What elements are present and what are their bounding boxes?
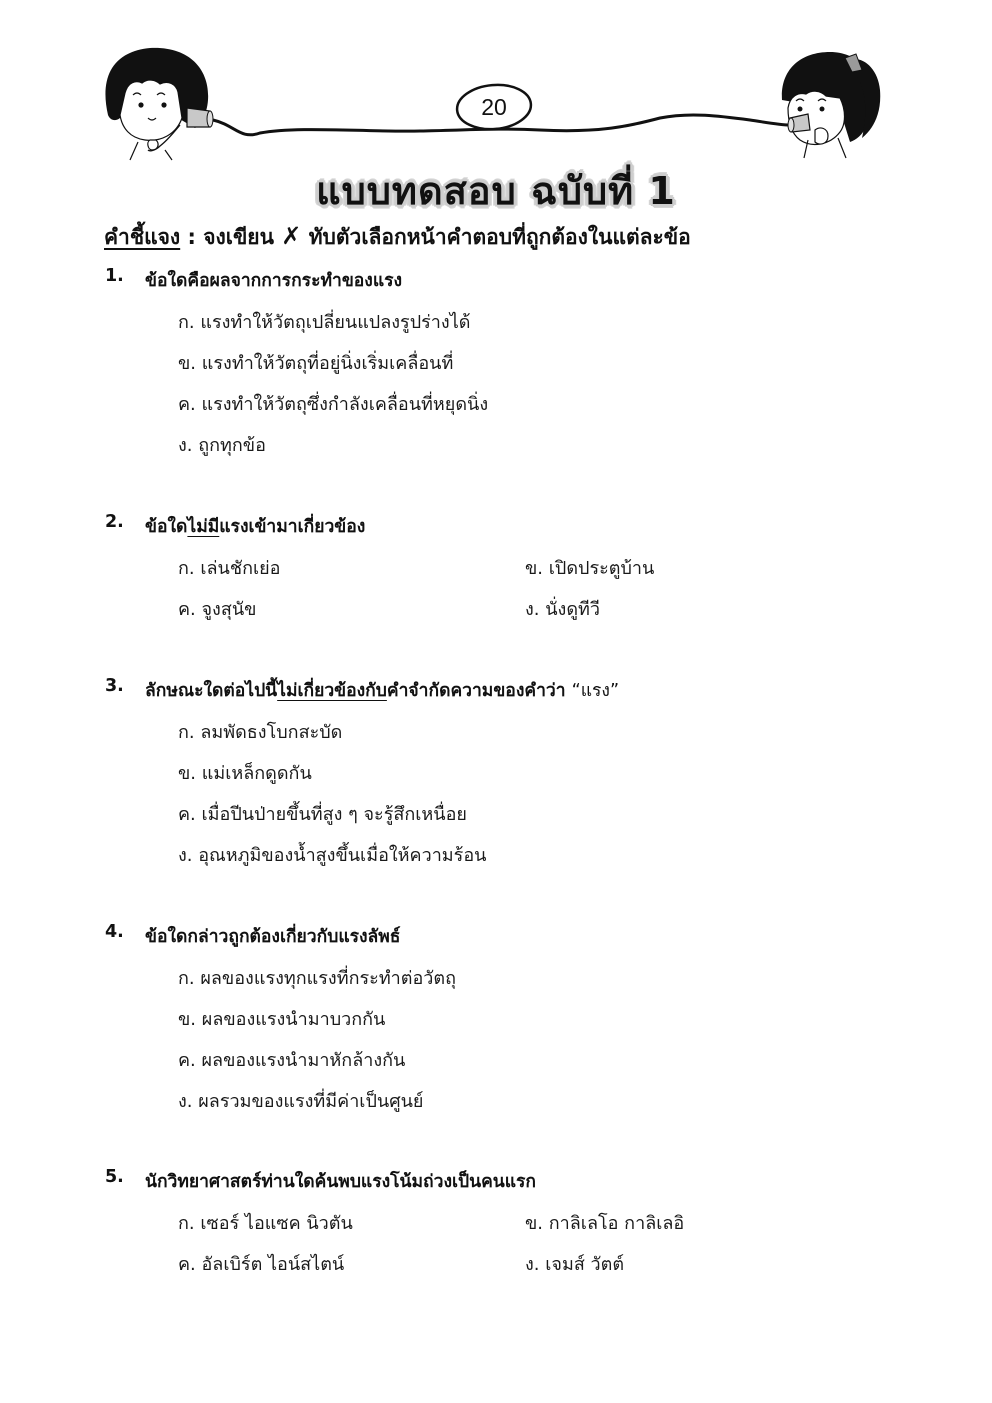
option-b[interactable]: ข. แม่เหล็กดูดกัน bbox=[178, 763, 312, 784]
option-b[interactable]: ข. ผลของแรงนำมาบวกกัน bbox=[178, 1009, 386, 1030]
option-a[interactable]: ก. ผลของแรงทุกแรงที่กระทำต่อวัตถุ bbox=[178, 968, 456, 989]
option-a[interactable]: ก. ลมพัดธงโบกสะบัด bbox=[178, 722, 343, 743]
x-mark-icon: ✗ bbox=[281, 222, 302, 250]
option-c[interactable]: ค. อัลเบิร์ต ไอน์สไตน์ bbox=[178, 1254, 345, 1275]
question-text: ข้อใดไม่มีแรงเข้ามาเกี่ยวข้อง bbox=[145, 517, 366, 537]
instructions-text-after: ทับตัวเลือกหน้าคำตอบที่ถูกต้องในแต่ละข้อ bbox=[301, 225, 691, 249]
instructions-separator: : bbox=[180, 225, 204, 249]
option-c[interactable]: ค. แรงทำให้วัตถุซึ่งกำลังเคลื่อนที่หยุดนิ่ง bbox=[178, 394, 489, 415]
option-d[interactable]: ง. ผลรวมของแรงที่มีค่าเป็นศูนย์ bbox=[178, 1091, 424, 1112]
option-b[interactable]: ข. เปิดประตูบ้าน bbox=[525, 558, 655, 579]
emphasis-underline: ไม่มี bbox=[187, 517, 220, 537]
option-c[interactable]: ค. จูงสุนัข bbox=[178, 599, 257, 620]
page-number: 20 bbox=[481, 93, 507, 120]
option-d[interactable]: ง. เจมส์ วัตต์ bbox=[525, 1254, 625, 1275]
question-number: 4. bbox=[105, 922, 124, 942]
option-c[interactable]: ค. เมื่อปีนป่ายขึ้นที่สูง ๆ จะรู้สึกเหนื่อย bbox=[178, 804, 467, 825]
instructions-label: คำชี้แจง bbox=[104, 225, 181, 249]
instructions-text-before: จงเขียน bbox=[203, 225, 282, 249]
option-a[interactable]: ก. เซอร์ ไอแซค นิวตัน bbox=[178, 1213, 353, 1234]
question-number: 5. bbox=[105, 1167, 124, 1187]
question-text: ข้อใดคือผลจากการกระทำของแรง bbox=[145, 271, 403, 291]
option-a[interactable]: ก. แรงทำให้วัตถุเปลี่ยนแปลงรูปร่างได้ bbox=[178, 312, 471, 333]
left-girl-icon bbox=[105, 48, 213, 160]
question-text: นักวิทยาศาสตร์ท่านใดค้นพบแรงโน้มถ่วงเป็นคนแรก bbox=[145, 1172, 537, 1192]
option-b[interactable]: ข. แรงทำให้วัตถุที่อยู่นิ่งเริ่มเคลื่อนที่ bbox=[178, 353, 454, 374]
option-c[interactable]: ค. ผลของแรงนำมาหักล้างกัน bbox=[178, 1050, 406, 1071]
right-girl-icon bbox=[782, 52, 880, 158]
option-a[interactable]: ก. เล่นชักเย่อ bbox=[178, 558, 281, 579]
page-title: แบบทดสอบ ฉบับที่ 1 bbox=[316, 169, 676, 213]
header-illustration bbox=[0, 0, 992, 170]
option-d[interactable]: ง. อุณหภูมิของน้ำสูงขึ้นเมื่อให้ความร้อน bbox=[178, 845, 487, 866]
question-text: ข้อใดกล่าวถูกต้องเกี่ยวกับแรงลัพธ์ bbox=[145, 927, 401, 947]
option-d[interactable]: ง. นั่งดูทีวี bbox=[525, 599, 601, 620]
question-text: ลักษณะใดต่อไปนี้ไม่เกี่ยวข้องกับคำจำกัดความของคำว่า “แรง” bbox=[145, 681, 620, 701]
emphasis-underline: ไม่เกี่ยวข้องกับ bbox=[277, 681, 387, 701]
question-number: 2. bbox=[105, 512, 124, 532]
question-number: 3. bbox=[105, 676, 124, 696]
instructions bbox=[104, 221, 904, 254]
option-b[interactable]: ข. กาลิเลโอ กาลิเลอิ bbox=[525, 1213, 685, 1234]
question-number: 1. bbox=[105, 266, 124, 286]
option-d[interactable]: ง. ถูกทุกข้อ bbox=[178, 435, 266, 456]
